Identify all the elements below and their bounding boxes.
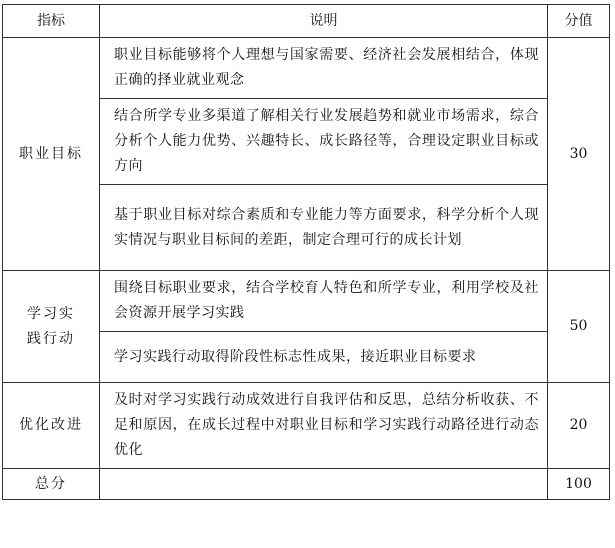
total-description [100,469,548,500]
header-row [3,5,610,38]
description-cell: 围绕目标职业要求，结合学校育人特色和所学专业，利用学校及社会资源开展学习实践 [100,271,548,332]
table-row [3,271,610,332]
scoring-table [2,4,610,500]
table-row [3,383,610,469]
score-career-goal: 30 [548,38,610,271]
total-label: 总分 [3,469,100,500]
table-row [3,38,610,99]
header-score: 分值 [548,5,610,38]
indicator-learning-practice: 学习实践行动 [3,271,100,383]
score-learning-practice: 50 [548,271,610,383]
description-cell: 结合所学专业多渠道了解相关行业发展趋势和就业市场需求，综合分析个人能力优势、兴趣特长、成长路径等，合理设定职业目标或方向 [100,99,548,185]
total-row [3,469,610,500]
indicator-career-goal: 职业目标 [3,38,100,271]
total-score: 100 [548,469,610,500]
description-cell: 基于职业目标对综合素质和专业能力等方面要求，科学分析个人现实情况与职业目标间的差距，制定合理可行的成长计划 [100,185,548,271]
score-optimization: 20 [548,383,610,469]
header-indicator: 指标 [3,5,100,38]
header-description: 说明 [100,5,548,38]
description-cell: 学习实践行动取得阶段性标志性成果，接近职业目标要求 [100,332,548,383]
description-cell: 及时对学习实践行动成效进行自我评估和反思，总结分析收获、不足和原因，在成长过程中对职业目标和学习实践行动路径进行动态优化 [100,383,548,469]
description-cell: 职业目标能够将个人理想与国家需要、经济社会发展相结合，体现正确的择业就业观念 [100,38,548,99]
indicator-optimization: 优化改进 [3,383,100,469]
